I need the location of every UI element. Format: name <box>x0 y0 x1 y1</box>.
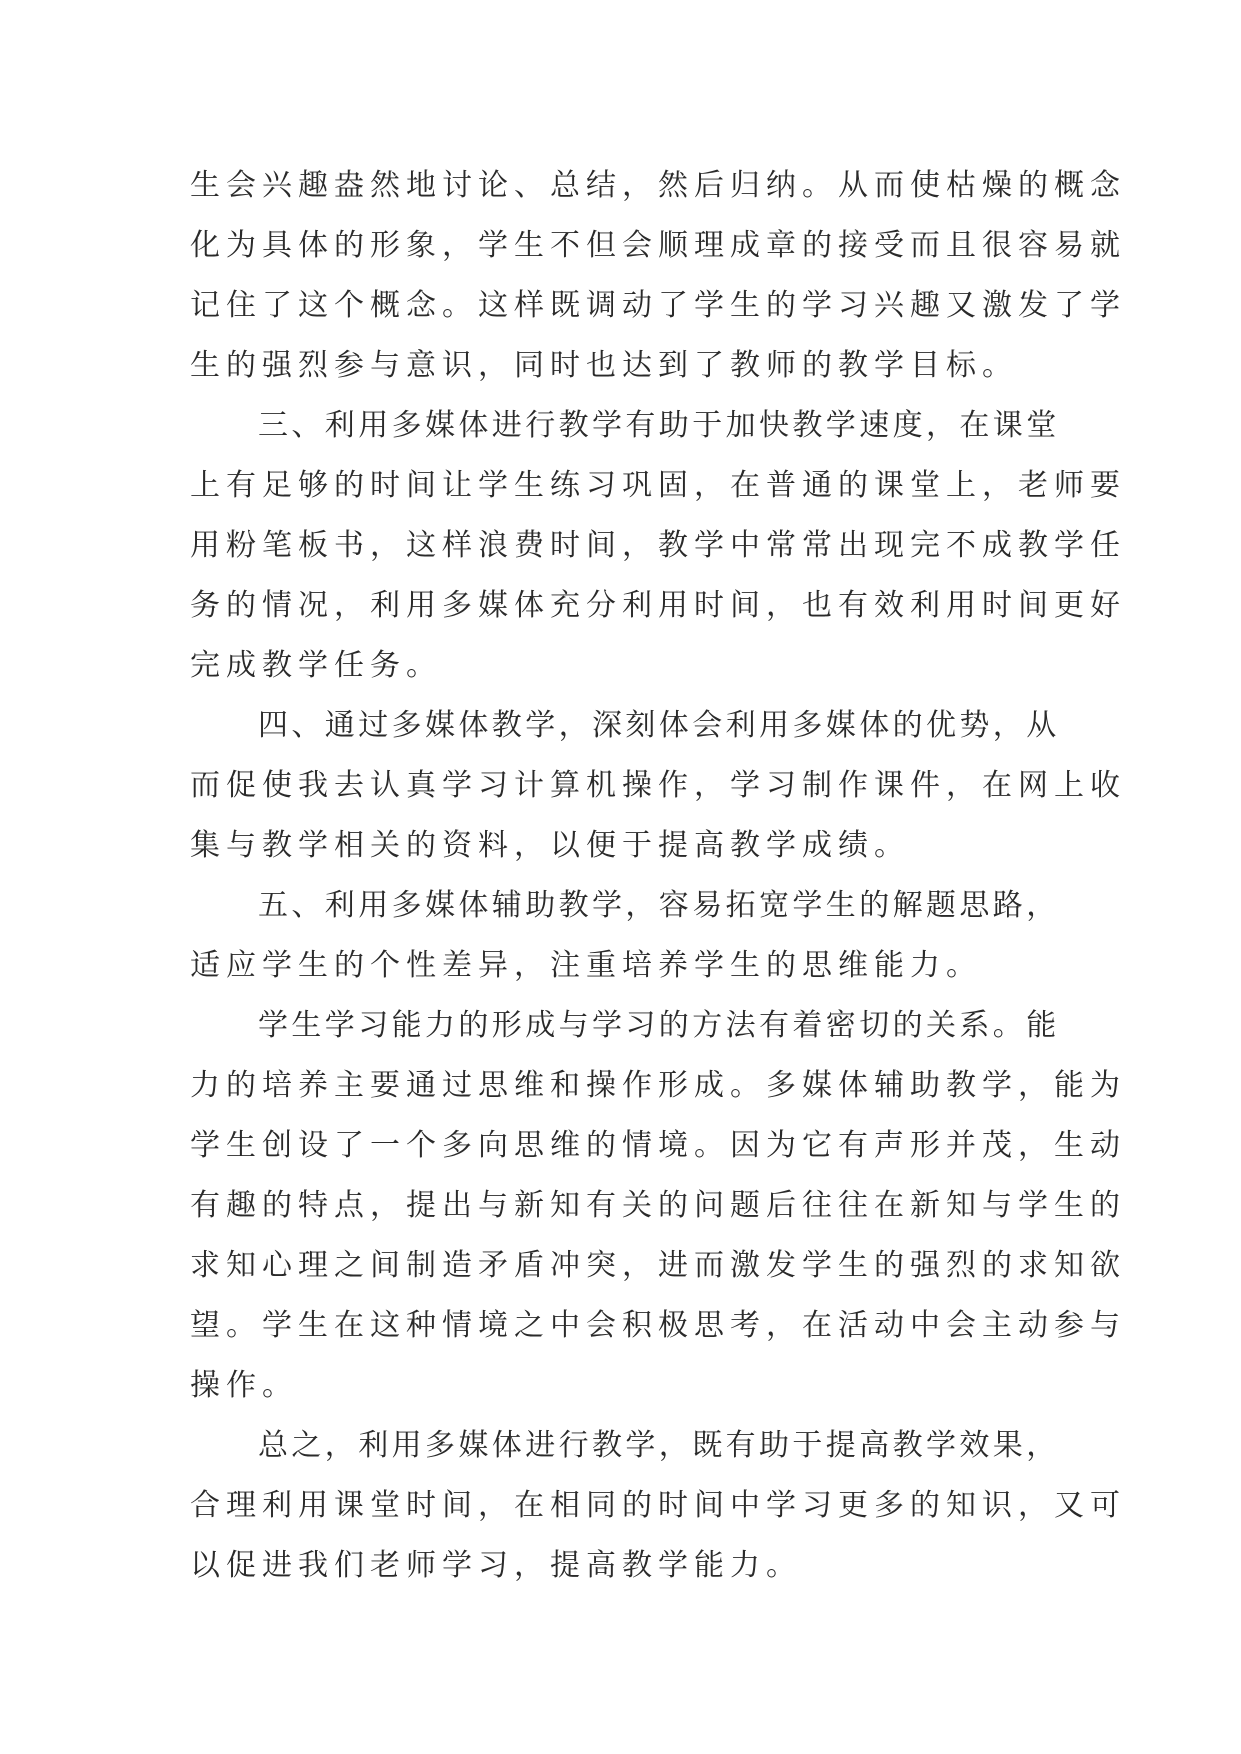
text-line: 化为具体的形象，学生不但会顺理成章的接受而且很容易就 <box>190 228 1126 263</box>
paragraph-first-line: 三、利用多媒体进行教学有助于加快教学速度，在课堂 <box>258 408 1060 443</box>
text-line: 记住了这个概念。这样既调动了学生的学习兴趣又激发了学 <box>190 288 1126 323</box>
text-line: 集与教学相关的资料，以便于提高教学成绩。 <box>190 828 910 863</box>
text-line: 合理利用课堂时间，在相同的时间中学习更多的知识，又可 <box>190 1488 1126 1523</box>
text-line: 求知心理之间制造矛盾冲突，进而激发学生的强烈的求知欲 <box>190 1248 1126 1283</box>
text-line: 操作。 <box>190 1368 298 1403</box>
text-line: 上有足够的时间让学生练习巩固，在普通的课堂上，老师要 <box>190 468 1126 503</box>
text-line: 有趣的特点，提出与新知有关的问题后往往在新知与学生的 <box>190 1188 1126 1223</box>
paragraph-first-line: 四、通过多媒体教学，深刻体会利用多媒体的优势，从 <box>258 708 1060 743</box>
text-line: 适应学生的个性差异，注重培养学生的思维能力。 <box>190 948 982 983</box>
text-line: 以促进我们老师学习，提高教学能力。 <box>190 1548 802 1583</box>
paragraph-first-line: 总之，利用多媒体进行教学，既有助于提高教学效果， <box>258 1428 1060 1463</box>
text-line: 用粉笔板书，这样浪费时间，教学中常常出现完不成教学任 <box>190 528 1126 563</box>
document-body <box>190 156 1126 1596</box>
text-line: 生会兴趣盎然地讨论、总结，然后归纳。从而使枯燥的概念 <box>190 168 1126 203</box>
text-line: 力的培养主要通过思维和操作形成。多媒体辅助教学，能为 <box>190 1068 1126 1103</box>
paragraph-first-line: 学生学习能力的形成与学习的方法有着密切的关系。能 <box>258 1008 1060 1043</box>
text-line: 望。学生在这种情境之中会积极思考，在活动中会主动参与 <box>190 1308 1126 1343</box>
text-line: 完成教学任务。 <box>190 648 442 683</box>
text-line: 务的情况，利用多媒体充分利用时间，也有效利用时间更好 <box>190 588 1126 623</box>
text-line: 学生创设了一个多向思维的情境。因为它有声形并茂，生动 <box>190 1128 1126 1163</box>
paragraph-first-line: 五、利用多媒体辅助教学，容易拓宽学生的解题思路， <box>258 888 1060 923</box>
text-line: 生的强烈参与意识，同时也达到了教师的教学目标。 <box>190 348 1018 383</box>
text-line: 而促使我去认真学习计算机操作，学习制作课件，在网上收 <box>190 768 1126 803</box>
